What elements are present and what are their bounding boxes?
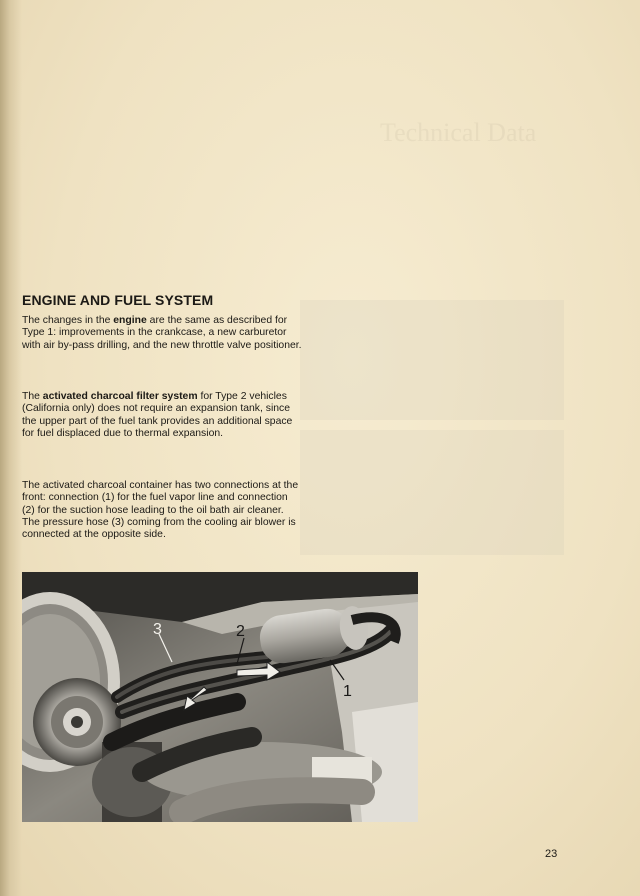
paragraph-text: The activated charcoal container has two connections at the front: connection (1) for the fuel vapor line and connection (2) for the suction hose leading to the oil bath air cleaner. The pressure hose (3) coming from the cooling air blower is connected at the opposite side. bbox=[22, 480, 299, 541]
callout-label-3: 3 bbox=[153, 621, 162, 638]
bleed-through-block bbox=[300, 430, 564, 555]
engine-photo-illustration bbox=[22, 572, 418, 822]
bleed-through-text: Technical Data bbox=[380, 118, 537, 147]
callout-label-2: 2 bbox=[236, 623, 245, 640]
binding-shadow bbox=[0, 0, 22, 896]
page-number: 23 bbox=[545, 848, 558, 860]
section-heading: ENGINE AND FUEL SYSTEM bbox=[22, 292, 214, 308]
paragraph-bold-term: activated charcoal filter system bbox=[42, 391, 198, 402]
callout-label-1: 1 bbox=[343, 683, 352, 700]
paragraph-engine bbox=[22, 315, 302, 352]
bleed-through-block bbox=[300, 300, 564, 420]
paragraph-container-connections bbox=[22, 480, 302, 541]
paragraph-text: are the same as described for Type 1: improvements in the crankcase, a new carburetor with air by-pass drilling, and the new throttle valve positioner. bbox=[22, 315, 302, 351]
paragraph-charcoal-filter bbox=[22, 391, 302, 440]
paragraph-text: The changes in the bbox=[22, 315, 114, 326]
paragraph-text: The bbox=[22, 391, 43, 402]
paragraph-text: for Type 2 vehicles (California only) does not require an expansion tank, since the upper part of the fuel tank provides an additional space for fuel displaced due to thermal expansion. bbox=[22, 391, 293, 439]
paragraph-bold-term: engine bbox=[113, 315, 147, 326]
engine-compartment-photo bbox=[22, 572, 418, 822]
